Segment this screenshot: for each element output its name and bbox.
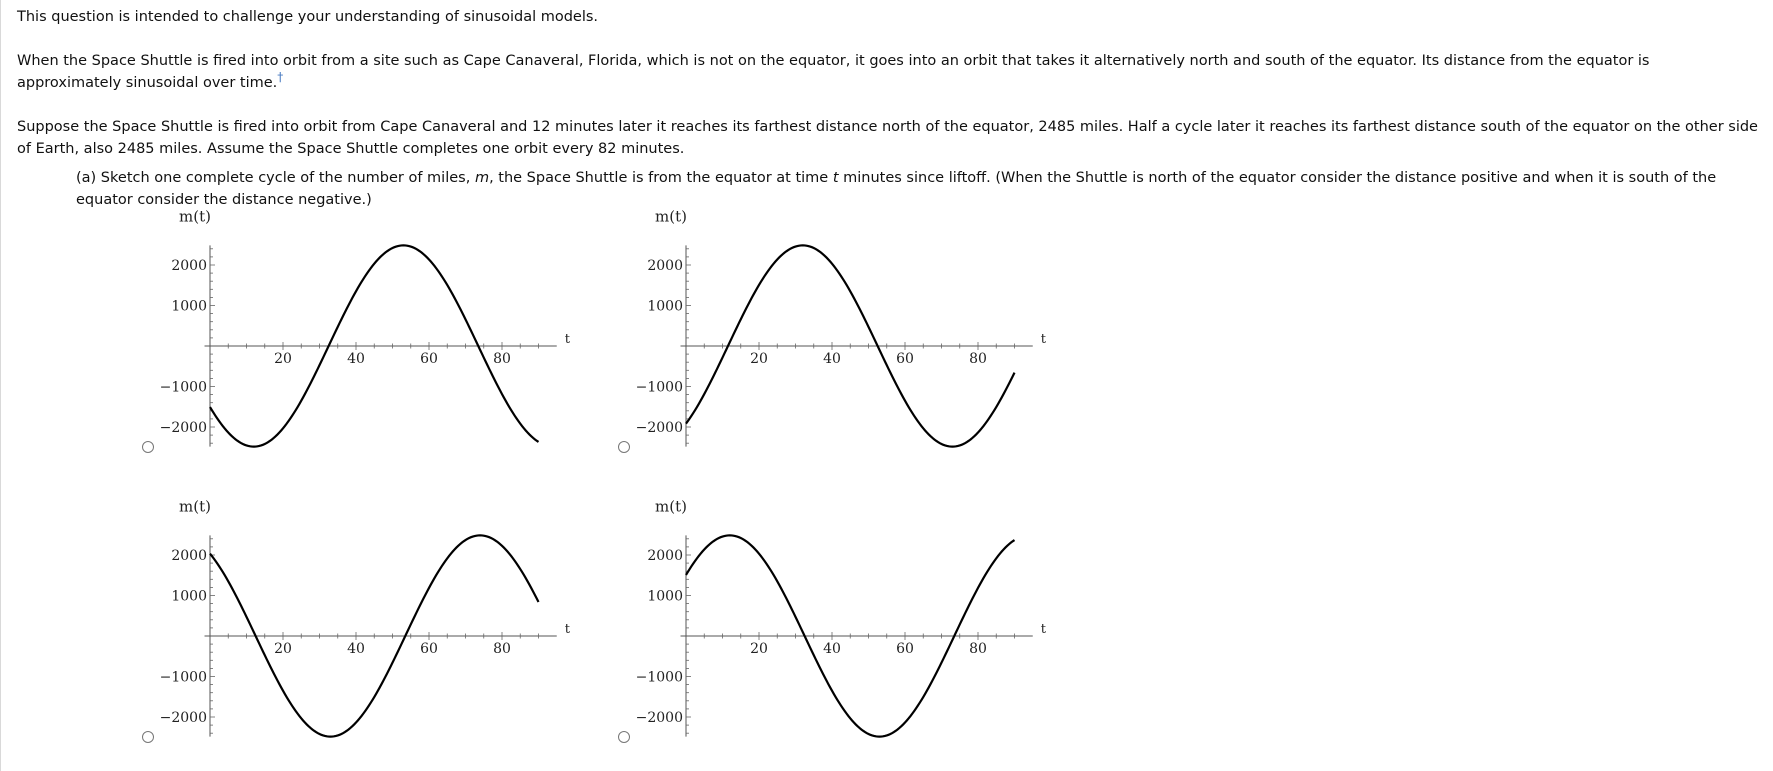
y-tick-label: 2000: [171, 548, 207, 564]
y-tick-label: −1000: [635, 379, 683, 396]
y-tick-label: −1000: [159, 669, 207, 686]
question-paragraph-1: [17, 50, 1757, 94]
chart-B: [636, 207, 1047, 446]
y-tick-label: 2000: [647, 258, 683, 274]
graph-option-a: [140, 207, 570, 470]
y-tick-label: 2000: [647, 548, 683, 564]
radio-option-a[interactable]: [142, 441, 154, 453]
x-tick-label: 40: [823, 641, 841, 657]
chart-A: [160, 207, 571, 446]
y-axis-label: m(t): [655, 207, 687, 226]
graph-c-svg: [140, 497, 570, 760]
graph-option-b: [616, 207, 1046, 470]
radio-option-b[interactable]: [618, 441, 630, 453]
graph-option-c: [140, 497, 570, 760]
y-tick-label: 1000: [647, 588, 683, 605]
graph-b-svg: [616, 207, 1046, 470]
chart-D: [636, 497, 1047, 736]
left-border: [0, 0, 1, 771]
x-tick-label: 60: [896, 641, 914, 657]
radio-option-c[interactable]: [142, 731, 154, 743]
graph-d-svg: [616, 497, 1046, 760]
x-tick-label: 80: [969, 351, 987, 367]
intro-text: This question is intended to challenge your understanding of sinusoidal models.: [17, 9, 599, 25]
x-tick-label: 20: [274, 351, 292, 367]
paragraph-1-text: When the Space Shuttle is fired into orbit from a site such as Cape Canaveral, Florida, which is not on the equator, it goes into an orbit that takes it alternatively north and south of the equator. Its distance from the equator is approximately sinusoidal over time.: [17, 53, 1650, 91]
y-tick-label: −2000: [635, 420, 683, 436]
part-a-text-3: minutes since liftoff. (When the Shuttle is north of the equator consider the distance positive and when it is south of the equator consider the distance negative.): [76, 170, 1717, 208]
x-axis-label: t: [1040, 332, 1046, 347]
y-tick-label: −2000: [159, 420, 207, 436]
x-tick-label: 60: [420, 641, 438, 657]
variable-t: t: [832, 170, 839, 186]
part-a-text-2: , the Space Shuttle is from the equator at time: [489, 170, 833, 186]
x-tick-label: 20: [750, 641, 768, 657]
y-tick-label: 1000: [171, 298, 207, 315]
y-tick-label: 2000: [171, 258, 207, 274]
x-tick-label: 20: [274, 641, 292, 657]
question-paragraph-2: Suppose the Space Shuttle is fired into orbit from Cape Canaveral and 12 minutes later it reaches its farthest distance north of the equator, 2485 miles. Half a cycle later it reaches its farthest distance south of the equator on the other side of Earth, also 2485 miles. Assume the Space Shuttle completes one orbit every 82 minutes.: [17, 119, 1758, 157]
x-tick-label: 60: [896, 351, 914, 367]
x-axis-label: t: [564, 332, 570, 347]
y-axis-label: m(t): [655, 497, 687, 516]
part-a-prompt: [76, 167, 1766, 211]
x-tick-label: 60: [420, 351, 438, 367]
graph-option-d: [616, 497, 1046, 760]
footnote-link[interactable]: †: [277, 70, 284, 85]
radio-option-d[interactable]: [618, 731, 630, 743]
x-tick-label: 40: [347, 641, 365, 657]
graph-a-svg: [140, 207, 570, 470]
x-tick-label: 40: [823, 351, 841, 367]
y-tick-label: −1000: [635, 669, 683, 686]
x-tick-label: 80: [493, 641, 511, 657]
y-axis-label: m(t): [179, 207, 211, 226]
variable-m: m: [474, 170, 490, 186]
y-tick-label: −2000: [159, 710, 207, 726]
chart-C: [160, 497, 571, 736]
y-tick-label: −1000: [159, 379, 207, 396]
x-tick-label: 80: [969, 641, 987, 657]
y-tick-label: 1000: [171, 588, 207, 605]
x-tick-label: 40: [347, 351, 365, 367]
x-axis-label: t: [1040, 622, 1046, 637]
x-axis-label: t: [564, 622, 570, 637]
y-tick-label: 1000: [647, 298, 683, 315]
x-tick-label: 80: [493, 351, 511, 367]
part-a-text-1: (a) Sketch one complete cycle of the number of miles,: [76, 170, 475, 186]
y-axis-label: m(t): [179, 497, 211, 516]
y-tick-label: −2000: [635, 710, 683, 726]
x-tick-label: 20: [750, 351, 768, 367]
